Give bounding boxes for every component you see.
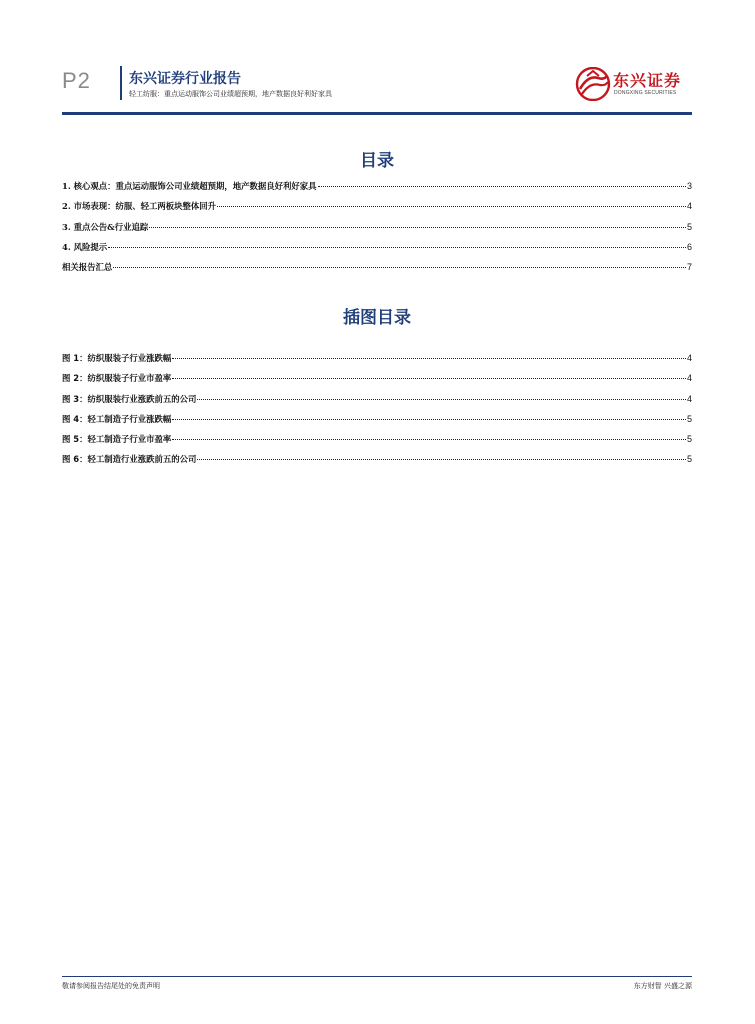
toc-leader-dots [217,206,686,207]
toc-item-page: 3 [686,181,692,191]
toc-leader-dots [113,267,686,268]
toc-item-label: 1. 核心观点：重点运动服饰公司业绩超预期，地产数据良好利好家具 [62,181,317,191]
figure-item-label: 图 1：纺织服装子行业涨跌幅 [62,353,172,363]
toc-item-label: 3. 重点公告&行业追踪 [62,221,149,232]
toc-item-label: 4. 风险提示 [62,241,108,252]
page-header [62,64,692,114]
figures-list [62,352,692,474]
figure-item-page: 5 [686,454,692,465]
toc-item-page: 4 [686,201,692,212]
toc-item[interactable] [62,200,692,220]
figure-item-page: 4 [686,393,692,404]
header-rule [62,112,692,115]
toc-leader-dots [108,247,686,248]
toc-leader-dots [149,227,686,228]
figure-item[interactable] [62,352,692,372]
toc-heading: 目录 [360,151,394,171]
figure-leader-dots [172,439,686,440]
figure-item-page: 5 [686,413,692,424]
footer-rule [62,976,692,977]
logo-subtext: DONGXING SECURITIES [614,90,677,96]
figure-leader-dots [197,459,686,460]
figure-leader-dots [172,358,686,359]
toc-item-page: 7 [686,262,692,273]
page-number: P2 [62,68,91,93]
figure-item-label: 图 4：轻工制造子行业涨跌幅 [62,413,172,424]
footer-slogan: 东方财智 兴盛之源 [633,982,692,990]
toc-item-page: 6 [686,241,692,252]
figure-leader-dots [197,399,686,400]
report-subtitle: 轻工纺服：重点运动服饰公司业绩超预期，地产数据良好利好家具 [129,90,332,98]
figure-item[interactable] [62,453,692,473]
toc-item-page: 5 [686,221,692,232]
toc-item[interactable] [62,241,692,261]
figure-item[interactable] [62,433,692,453]
figure-leader-dots [172,419,686,420]
figure-item-label: 图 3：纺织服装行业涨跌前五的公司 [62,393,197,404]
logo-emblem-icon [574,67,612,101]
figure-item-page: 4 [686,353,692,363]
figure-item-label: 图 6：轻工制造行业涨跌前五的公司 [62,454,197,465]
header-divider [120,66,122,100]
figure-item-page: 5 [686,434,692,445]
toc-item[interactable] [62,261,692,281]
toc-leader-dots [318,186,686,187]
figure-leader-dots [172,378,686,379]
toc-item[interactable] [62,221,692,241]
company-logo [574,66,692,102]
figure-item[interactable] [62,413,692,433]
figure-item[interactable] [62,393,692,413]
figure-item[interactable] [62,372,692,392]
figures-heading: 插图目录 [343,308,411,328]
figure-item-label: 图 2：纺织服装子行业市盈率 [62,373,172,384]
footer-disclaimer: 敬请参阅报告结尾处的免责声明 [62,982,160,990]
toc-item[interactable] [62,180,692,200]
figure-item-label: 图 5：轻工制造子行业市盈率 [62,434,172,445]
toc-item-label: 相关报告汇总 [62,262,113,273]
figure-item-page: 4 [686,373,692,384]
toc-list [62,180,692,281]
report-title: 东兴证券行业报告 [129,71,241,87]
toc-item-label: 2. 市场表现：纺服、轻工两板块整体回升 [62,201,217,212]
logo-wordmark: 东兴证券 [613,71,682,90]
